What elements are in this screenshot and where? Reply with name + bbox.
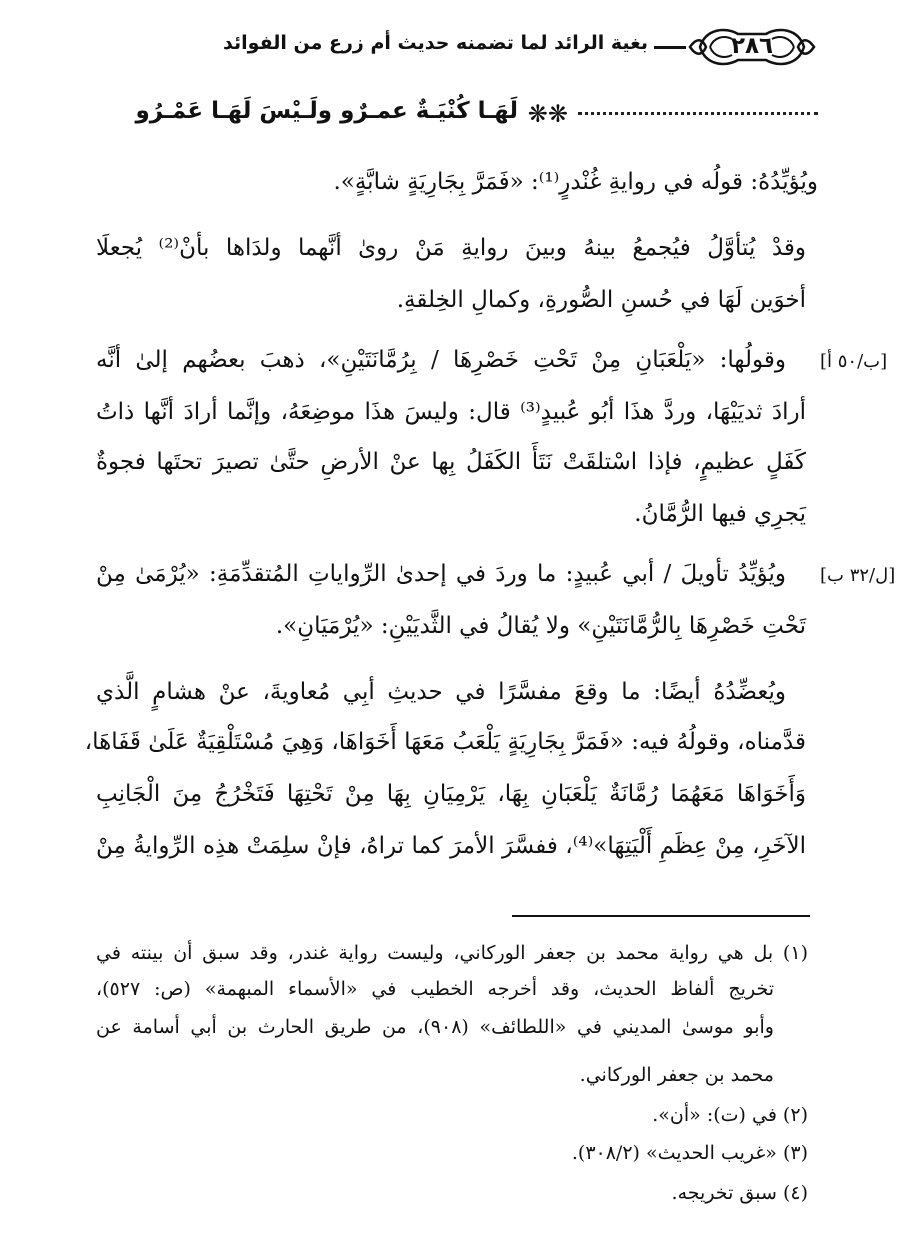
section-heading <box>96 98 818 138</box>
page-number: ٢٨٦ <box>730 33 774 59</box>
body-line: أرادَ ثديَيْهَا، وردَّ هذَا أبُو عُبيدٍ⁽³⁾ قال: وليسَ هذَا موضِعَهُ، وإنَّما أرادَ أنَّها ذاتُ <box>96 399 806 425</box>
body-line: أخوَين لَهَا في حُسنِ الصُّورةِ، وكمالِ الخِلقةِ. <box>396 287 806 313</box>
footnote-line: (٣) «غريب الحديث» (٣٠٨/٢). <box>571 1142 808 1164</box>
footnote-line: (٢) في (ت): «أن». <box>652 1104 808 1126</box>
footnote-line: (١) بل هي رواية محمد بن جعفر الوركاني، وليست رواية غندر، وقد سبق أن بينته في <box>96 942 808 964</box>
body-line: ويُؤيِّدُهُ: قولُه في روايةِ غُنْدرٍ⁽¹⁾: «فَمَرَّ بِجَارِيَةٍ شابَّةٍ». <box>333 169 818 195</box>
body-line: ويُعضِّدُهُ أيضًا: ما وقعَ مفسَّرًا في حديثِ أبِي مُعاويةَ، عنْ هشامٍ الَّذي <box>96 679 786 705</box>
footnote-line: وأبو موسىٰ المديني في «اللطائف» (٩٠٨)، من طريق الحارث بن أبي أسامة عن <box>96 1016 774 1038</box>
body-line: ويُؤيِّدُ تأويلَ / أبي عُبيدٍ: ما وردَ في إحدىٰ الرِّواياتِ المُتقدِّمَةِ: «يُرْمَىٰ مِنْ <box>96 561 786 587</box>
body-line: تَحْتِ خَصْرِهَا بِالرُّمَّانَتَيْنِ» ولا يُقالُ في الثَّديَيْنِ: «يُرْمَيَانِ». <box>275 613 806 639</box>
footnote-line: (٤) سبق تخريجه. <box>671 1182 808 1204</box>
body-line: وقدْ يُتأوَّلُ فيُجمعُ بينهُ وبينَ روايةِ مَنْ روىٰ أنَّهما ولدَاها بأنْ⁽²⁾ يُجعلَا <box>96 235 806 261</box>
body-line: قدَّمناه، وقولُهُ فيه: «فَمَرَّ بِجَارِيَةٍ يَلْعَبُ مَعَهَا أَخَوَاهَا، وَهِيَ مُسْتَلْقِيَةٌ عَلَىٰ قَفَاهَا، <box>84 729 806 755</box>
body-line: يَجرِي فيها الرُّمَّانُ. <box>634 501 806 527</box>
body-line: وقولُها: «يَلْعَبَانِ مِنْ تَحْتِ خَصْرِهَا / بِرُمَّانَتَيْنِ»، ذهبَ بعضُهم إلىٰ أنَّه <box>96 347 786 373</box>
heading-title: لَهَـا كُنْيَـةٌ عمـرٌو ولَـيْسَ لَهَـا عَمْـرُو <box>135 98 518 124</box>
page-header <box>96 22 818 72</box>
footnote-separator <box>512 915 810 917</box>
footnote-line: تخريج ألفاظ الحديث، وقد أخرجه الخطيب في «الأسماء المبهمة» (ص: ٥٢٧)، <box>96 978 774 1000</box>
margin-note: [ل/٣٢ ب] <box>820 565 896 586</box>
heading-stars-icon: ❋❋ <box>527 100 568 128</box>
running-title: بغية الرائد لما تضمنه حديث أم زرع من الفوائد <box>223 32 648 54</box>
body-line: الآخَرِ، مِنْ عِظَمِ أَلْيَتِهَا»⁽⁴⁾، ففسَّرَ الأمرَ كما تراهُ، فإنْ سلِمَتْ هذِه الرِّوايةُ مِنْ <box>96 833 807 859</box>
heading-dotted-line <box>578 112 818 115</box>
footnote-line: محمد بن جعفر الوركاني. <box>579 1064 774 1086</box>
body-line: وَأَخَوَاهَا مَعَهُمَا رُمَّانَةٌ يَلْعَبَانِ بِهَا، يَرْمِيَانِ بِهَا مِنْ تَحْتِهَا فَتَخْرُجُ مِنَ الْجَانِبِ <box>96 781 806 807</box>
body-line: كَفَلٍ عظيمٍ، فإذا اسْتلقَتْ نَتَأَ الكَفَلُ بِها عنْ الأرضِ حتَّىٰ تصيرَ تحتَها فجوةٌ <box>96 449 806 475</box>
header-rule <box>654 46 686 49</box>
margin-note: [ب/٥٠ أ] <box>820 351 888 372</box>
